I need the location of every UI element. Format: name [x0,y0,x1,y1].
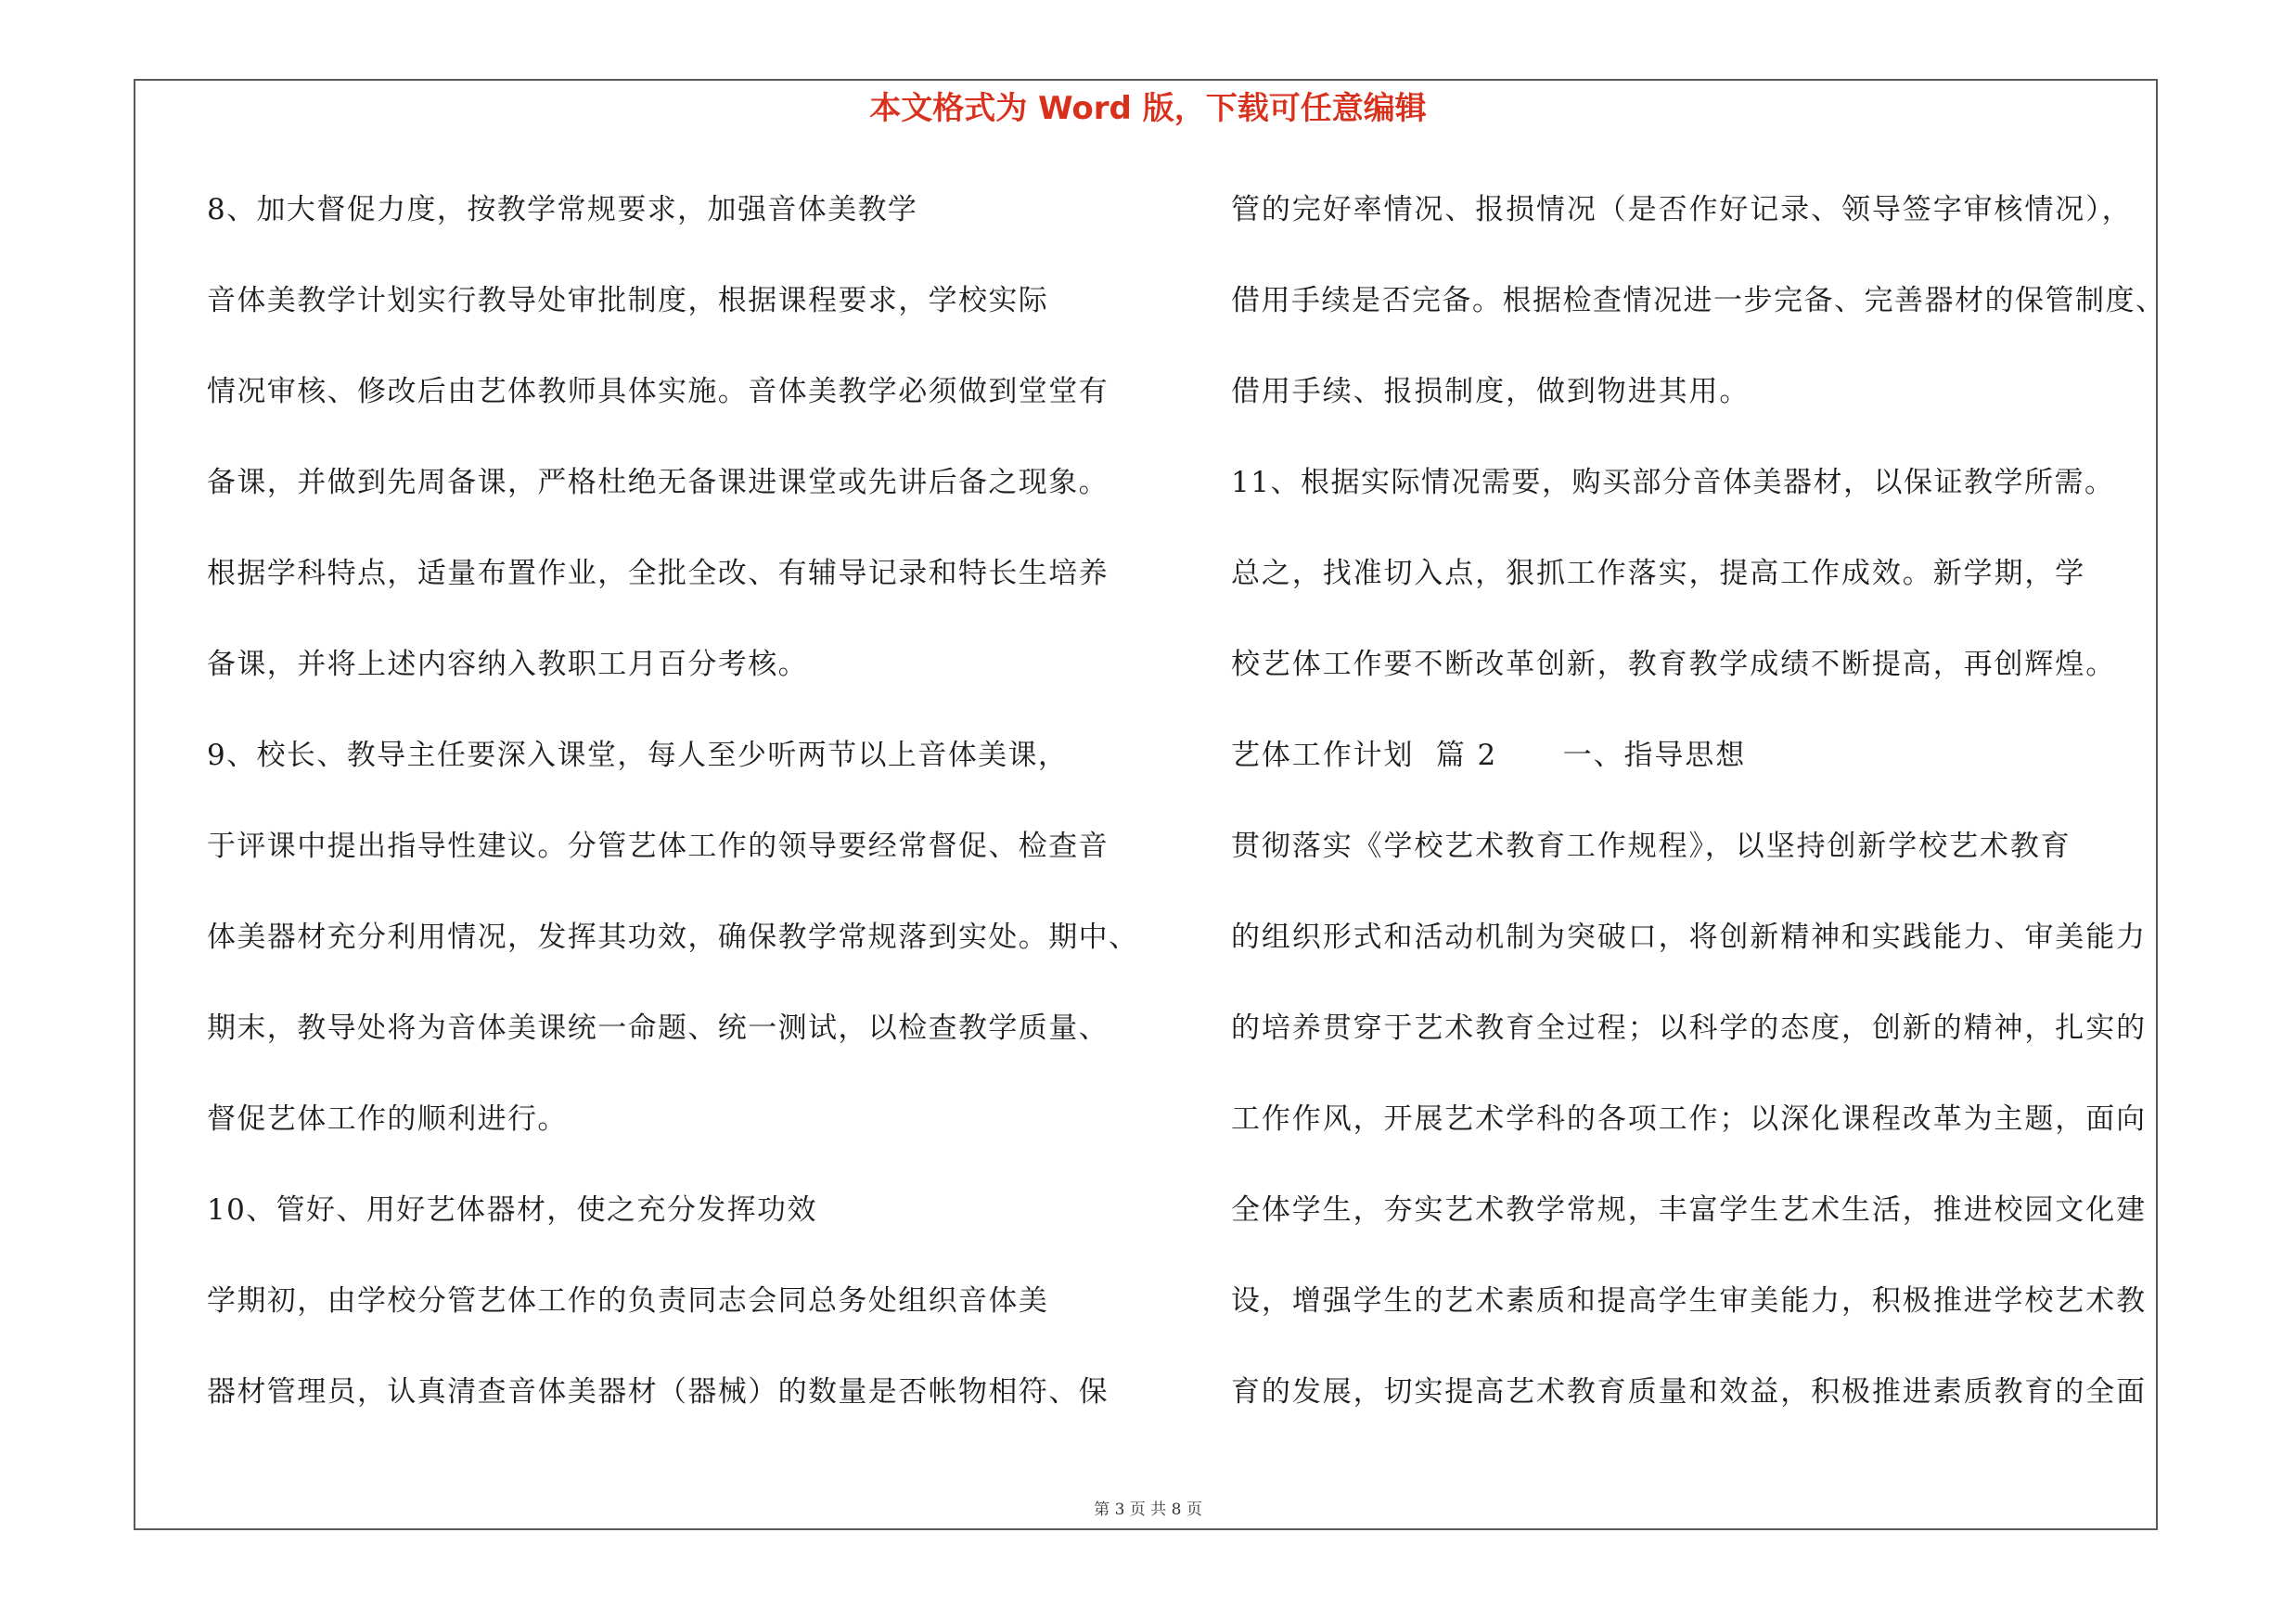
text-line: 育的发展，切实提高艺术教育质量和效益，积极推进素质教育的全面 [1231,1375,2147,1409]
text-line: 11、根据实际情况需要，购买部分音体美器材，以保证教学所需。 [1231,466,2115,499]
text-line: 借用手续、报损制度，做到物进其用。 [1231,375,1751,408]
text-line: 工作作风，开展艺术学科的各项工作；以深化课程改革为主题，面向 [1231,1102,2147,1136]
text-line: 借用手续是否完备。根据检查情况进一步完备、完善器材的保管制度、 [1231,284,2166,317]
text-line: 9、校长、教导主任要深入课堂，每人至少听两节以上音体美课， [207,739,1069,772]
text-line: 设，增强学生的艺术素质和提高学生审美能力，积极推进学校艺术教 [1231,1284,2147,1318]
text-line: 期末，教导处将为音体美课统一命题、统一测试，以检查教学质量、 [207,1011,1109,1045]
text-line: 的组织形式和活动机制为突破口，将创新精神和实践能力、审美能力 [1231,921,2147,954]
text-line: 督促艺体工作的顺利进行。 [207,1102,568,1136]
text-line: 于评课中提出指导性建议。分管艺体工作的领导要经常督促、检查音 [207,830,1109,863]
text-line: 器材管理员，认真清查音体美器材（器械）的数量是否帐物相符、保 [207,1375,1109,1409]
text-line: 体美器材充分利用情况，发挥其功效，确保教学常规落到实处。期中、 [207,921,1139,954]
text-line: 总之，找准切入点，狠抓工作落实，提高工作成效。新学期，学 [1231,557,2086,590]
text-line: 的培养贯穿于艺术教育全过程；以科学的态度，创新的精神，扎实的 [1231,1011,2147,1045]
text-line: 备课，并做到先周备课，严格杜绝无备课进课堂或先讲后备之现象。 [207,466,1109,499]
text-line: 校艺体工作要不断改革创新，教育教学成绩不断提高，再创辉煌。 [1231,648,2117,681]
text-line: 学期初，由学校分管艺体工作的负责同志会同总务处组织音体美 [207,1284,1049,1318]
text-line: 根据学科特点，适量布置作业，全批全改、有辅导记录和特长生培养 [207,557,1109,590]
text-line: 管的完好率情况、报损情况（是否作好记录、领导签字审核情况）， [1231,193,2133,226]
format-banner: 本文格式为 Word 版，下载可任意编辑 [869,90,1427,127]
section-heading: 艺体工作计划 篇 2 一、指导思想 [1231,739,1747,772]
text-line: 贯彻落实《学校艺术教育工作规程》，以坚持创新学校艺术教育 [1231,830,2072,863]
text-line: 全体学生，夯实艺术教学常规，丰富学生艺术生活，推进校园文化建 [1231,1193,2147,1227]
text-line: 8、加大督促力度，按教学常规要求，加强音体美教学 [207,193,918,226]
page-number: 第 3 页 共 8 页 [1094,1501,1202,1519]
text-line: 10、管好、用好艺体器材，使之充分发挥功效 [207,1193,817,1227]
text-line: 音体美教学计划实行教导处审批制度，根据课程要求，学校实际 [207,284,1049,317]
text-line: 情况审核、修改后由艺体教师具体实施。音体美教学必须做到堂堂有 [207,375,1109,408]
text-line: 备课，并将上述内容纳入教职工月百分考核。 [207,648,808,681]
